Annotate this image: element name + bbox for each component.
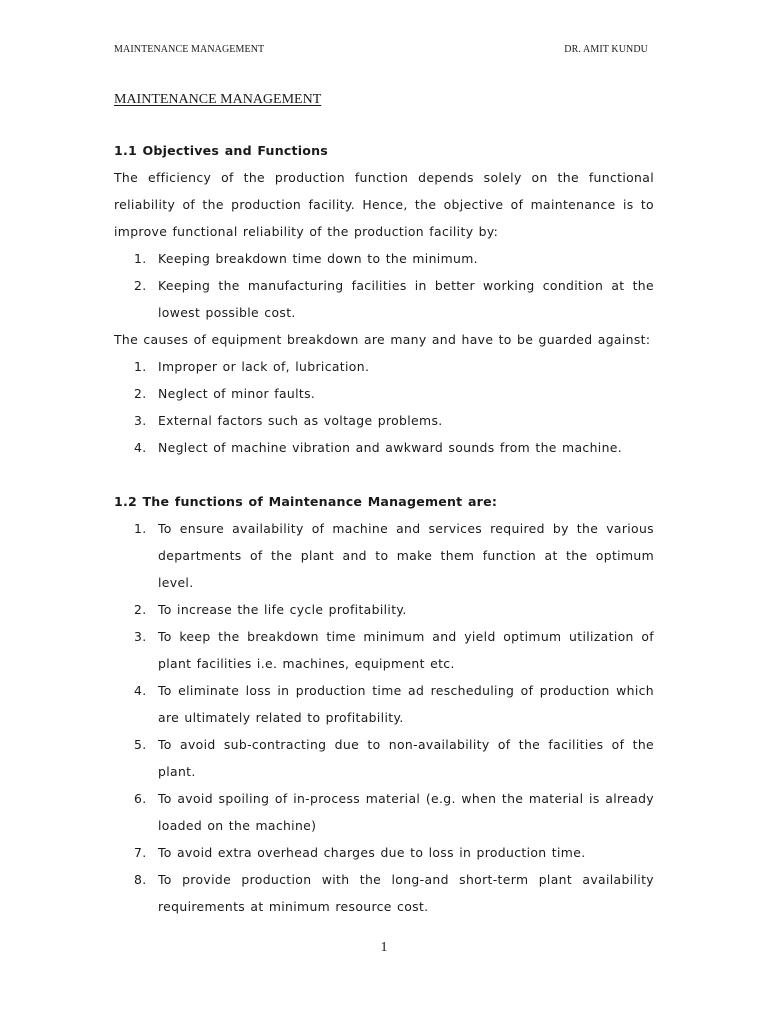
list-item-number: 6. <box>134 791 147 806</box>
list-item-text: To ensure availability of machine and services required by the various departments of the plant and to make them function at the optimum level. <box>158 521 654 590</box>
functions-list <box>114 515 654 920</box>
list-item-number: 4. <box>134 683 147 698</box>
list-item-text: Keeping breakdown time down to the minimum. <box>158 251 478 266</box>
list-item <box>114 434 654 461</box>
list-item-text: To keep the breakdown time minimum and yield optimum utilization of plant facilities i.e. machines, equipment etc. <box>158 629 654 671</box>
list-item-text: To avoid spoiling of in-process material (e.g. when the material is already loaded on the machine) <box>158 791 654 833</box>
list-item-number: 2. <box>134 602 147 617</box>
list-item-text: To avoid extra overhead charges due to loss in production time. <box>158 845 586 860</box>
list-item-text: To increase the life cycle profitability. <box>158 602 407 617</box>
list-item-number: 3. <box>134 413 147 428</box>
causes-intro-paragraph: The causes of equipment breakdown are many and have to be guarded against: <box>114 332 651 347</box>
list-item-number: 5. <box>134 737 147 752</box>
list-item <box>114 596 654 623</box>
list-item <box>114 245 654 272</box>
list-item-number: 2. <box>134 386 147 401</box>
causes-list <box>114 353 654 461</box>
list-item-text: Neglect of minor faults. <box>158 386 316 401</box>
list-item-number: 4. <box>134 440 147 455</box>
objectives-intro-paragraph: The efficiency of the production function depends solely on the functional reliability of the production facility. Hence, the objective of maintenance is to improve functional reliability of the production facility by: <box>114 170 654 239</box>
list-item-number: 7. <box>134 845 147 860</box>
list-item <box>114 353 654 380</box>
list-item <box>114 515 654 596</box>
list-item-text: Improper or lack of, lubrication. <box>158 359 370 374</box>
list-item-text: To eliminate loss in production time ad rescheduling of production which are ultimately related to profitability. <box>158 683 654 725</box>
list-item <box>114 677 654 731</box>
objectives-list <box>114 245 654 326</box>
list-item <box>114 407 654 434</box>
list-item-text: To avoid sub-contracting due to non-availability of the facilities of the plant. <box>158 737 654 779</box>
list-item <box>114 380 654 407</box>
list-item-text: To provide production with the long-and short-term plant availability requirements at minimum resource cost. <box>158 872 654 914</box>
page-number: 1 <box>380 940 388 955</box>
list-item-text: Keeping the manufacturing facilities in better working condition at the lowest possible cost. <box>158 278 654 320</box>
list-item <box>114 866 654 920</box>
list-item <box>114 839 654 866</box>
list-item-number: 3. <box>134 629 147 644</box>
list-item-text: Neglect of machine vibration and awkward sounds from the machine. <box>158 440 623 455</box>
header-left-title: MAINTENANCE MANAGEMENT <box>114 44 265 55</box>
list-item <box>114 272 654 326</box>
document-body <box>114 137 654 920</box>
list-item-number: 1. <box>134 359 147 374</box>
header-author: DR. AMIT KUNDU <box>564 44 648 55</box>
list-item-number: 2. <box>134 278 147 293</box>
section-heading-functions: 1.2 The functions of Maintenance Management are: <box>114 494 498 509</box>
list-item-number: 1. <box>134 521 147 536</box>
list-item <box>114 785 654 839</box>
list-item <box>114 623 654 677</box>
document-title: MAINTENANCE MANAGEMENT <box>114 92 322 107</box>
list-item-number: 8. <box>134 872 147 887</box>
list-item <box>114 731 654 785</box>
section-heading-objectives: 1.1 Objectives and Functions <box>114 143 328 158</box>
list-item-number: 1. <box>134 251 147 266</box>
list-item-text: External factors such as voltage problems. <box>158 413 443 428</box>
